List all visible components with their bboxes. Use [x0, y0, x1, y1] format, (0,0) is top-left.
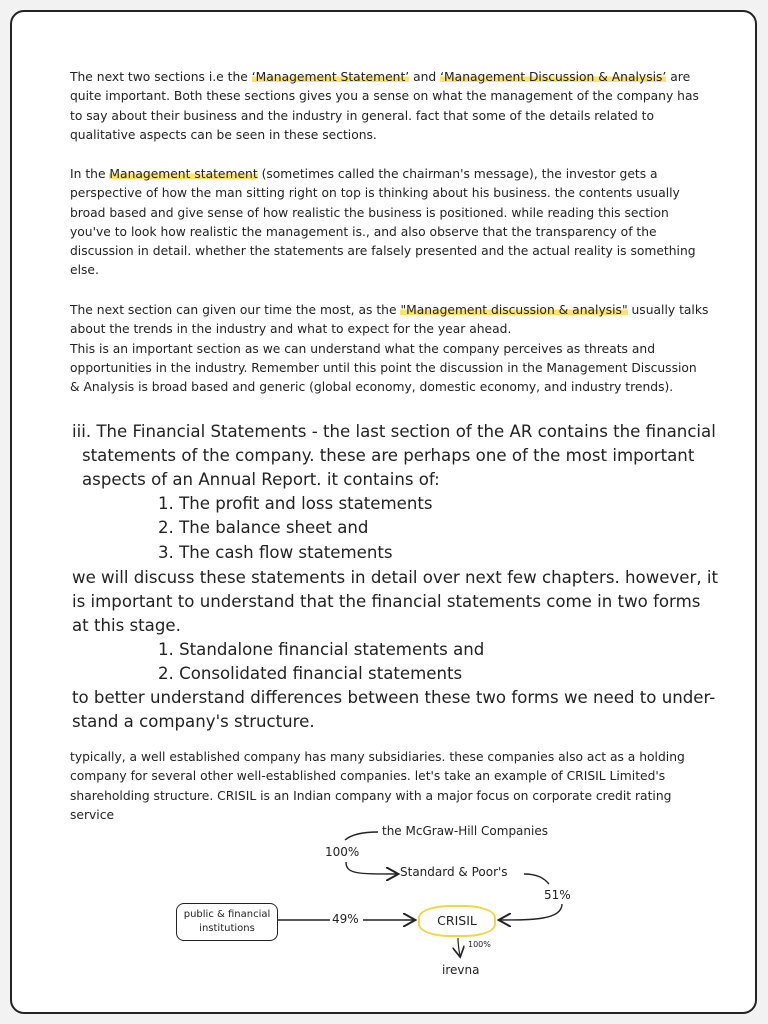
- mcgraw-line: [345, 832, 378, 840]
- text: (sometimes called the chairman's message), the investor gets a perspective of how the man sitting right on top is thinking about his business. the contents usually broad based and give sense of how realistic the business is positioned. while reading this section you've to look how realistic the management is., and also observe that the transparency of the discussion in detail. whether the statements are falsely presented and the actual reality is something else.: [70, 167, 696, 278]
- percent-51-label: 51%: [544, 888, 571, 902]
- sp-line: [524, 874, 549, 884]
- highlight-management-statement-2: Management statement: [109, 167, 258, 181]
- irevna-label: irevna: [442, 963, 480, 977]
- list-item: 1. Standalone financial statements and: [158, 640, 485, 659]
- text: In the: [70, 167, 110, 181]
- text: are quite important. Both these sections gives you a sense on what the management of the company has to say about their business and the industry in general. fact that some of the details related to qualitative aspects can be seen in these sections.: [70, 70, 699, 142]
- crisil-node: CRISIL: [418, 905, 496, 937]
- highlight-mda-2: "Management discussion & analysis": [400, 303, 628, 317]
- financial-statements-intro: iii. The Financial Statements - the last section of the AR contains the financial statements of the company. these are perhaps one of the most important aspects of an Annual Report. it contains of:: [72, 422, 716, 490]
- text: usually talks about the trends in the industry and what to expect for the year ahead.: [70, 303, 709, 337]
- highlight-mda: ‘Management Discussion & Analysis’: [440, 70, 667, 84]
- public-financial-institutions-box: public & financial institutions: [176, 903, 278, 941]
- text: The next section can given our time the most, as the: [70, 303, 401, 317]
- paragraph-mda: [70, 301, 710, 397]
- highlight-management-statement: ‘Management Statement’: [251, 70, 410, 84]
- mcgraw-hill-label: the McGraw-Hill Companies: [382, 824, 548, 838]
- percent-49-label: 49%: [332, 912, 359, 926]
- list-item: 2. The balance sheet and: [158, 518, 369, 537]
- list-item: 3. The cash flow statements: [158, 543, 393, 562]
- paragraph-management-sections: [70, 68, 710, 145]
- text: The next two sections i.e the: [70, 70, 252, 84]
- arrow-to-sp: [346, 862, 397, 874]
- arrow-51-to-crisil: [500, 904, 562, 920]
- document-page: [10, 10, 757, 1014]
- percent-100-label: 100%: [325, 845, 360, 859]
- list-item: 2. Consolidated financial statements: [158, 664, 463, 683]
- paragraph-management-statement: [70, 165, 710, 281]
- text: This is an important section as we can understand what the company perceives as threats and opportunities in the industry. Remember until this point the discussion in the Management Discussion & Analysis is broad based and generic (global economy, domestic economy, and industry trends).: [70, 341, 697, 395]
- arrow-to-irevna: [458, 938, 460, 956]
- standard-poors-label: Standard & Poor's: [400, 865, 508, 879]
- text: and: [409, 70, 441, 84]
- statements-discussion: we will discuss these statements in detail over next few chapters. however, it is important to understand that the financial statements come in two forms at this stage.: [72, 568, 719, 636]
- list-item: 1. The profit and loss statements: [158, 494, 433, 513]
- company-structure-text: to better understand differences between these two forms we need to under- stand a company's structure.: [72, 688, 716, 732]
- paragraph-subsidiaries: typically, a well established company has many subsidiaries. these companies also act as a holding company for several other well-established companies. let's take an example of CRISIL Limited's shareholding structure. CRISIL is an Indian company with a major focus on corporate credit rating service: [70, 750, 685, 822]
- percent-100-small-label: 100%: [468, 940, 491, 949]
